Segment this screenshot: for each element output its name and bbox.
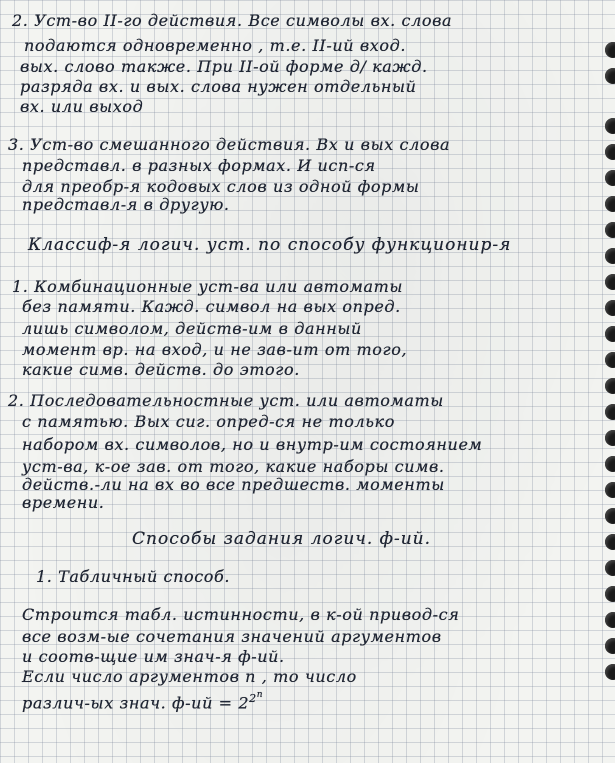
- binding-hole: [605, 68, 615, 84]
- binding-hole: [605, 378, 615, 394]
- note-line: 2. Последовательностные уст. или автоматы: [8, 391, 444, 410]
- note-line: с памятью. Вых сиг. опред-ся не только: [22, 412, 395, 431]
- binding-hole: [605, 664, 615, 680]
- heading-classification: Классиф-я логич. уст. по способу функционир-я: [28, 235, 512, 255]
- note-line: набором вх. символов, но и внутр-им состоянием: [22, 435, 483, 454]
- binding-hole: [605, 482, 615, 498]
- note-line: вх. или выход: [20, 97, 144, 116]
- binding-hole: [605, 274, 615, 290]
- note-line: Строится табл. истинности, в к-ой привод-ся: [22, 605, 460, 624]
- formula-line: [22, 690, 263, 712]
- note-line: времени.: [22, 493, 105, 512]
- note-line: момент вр. на вход, и не зав-ит от того,: [22, 340, 408, 359]
- binding-hole: [605, 404, 615, 420]
- binding-hole: [605, 560, 615, 576]
- note-line: и соотв-щие им знач-я ф-ий.: [22, 647, 285, 666]
- binding-hole: [605, 612, 615, 628]
- note-line: 1. Комбинационные уст-ва или автоматы: [12, 277, 404, 296]
- note-line: уст-ва, к-ое зав. от того, какие наборы симв.: [22, 457, 445, 476]
- binding-hole: [605, 456, 615, 472]
- binding-hole: [605, 248, 615, 264]
- formula-text: различ-ых знач. ф-ий = 2: [22, 693, 250, 713]
- binding-hole: [605, 586, 615, 602]
- binding-hole: [605, 300, 615, 316]
- binding-hole: [605, 144, 615, 160]
- heading-methods: Способы задания логич. ф-ий.: [132, 529, 432, 549]
- note-line: без памяти. Кажд. символ на вых опред.: [22, 297, 401, 316]
- heading-tabular-method: 1. Табличный способ.: [36, 567, 231, 586]
- binding-hole: [605, 534, 615, 550]
- binding-hole: [605, 326, 615, 342]
- note-line: Если число аргументов n , то число: [22, 667, 357, 686]
- note-line: все возм-ые сочетания значений аргументов: [22, 627, 442, 646]
- binding-hole: [605, 170, 615, 186]
- note-line: лишь символом, действ-им в данный: [22, 319, 362, 338]
- binding-hole: [605, 638, 615, 654]
- note-line: для преобр-я кодовых слов из одной формы: [22, 177, 420, 196]
- note-line: вых. слово также. При II-ой форме д/ кажд.: [20, 57, 428, 76]
- note-line: представл. в разных формах. И исп-ся: [22, 156, 376, 175]
- note-line: какие симв. действ. до этого.: [22, 360, 300, 379]
- binding-hole: [605, 508, 615, 524]
- note-line: разряда вх. и вых. слова нужен отдельный: [20, 77, 417, 96]
- binding-hole: [605, 118, 615, 134]
- binding-hole: [605, 430, 615, 446]
- binding-hole: [605, 222, 615, 238]
- binding-hole: [605, 352, 615, 368]
- note-line: 2. Уст-во II-го действия. Все символы вх. слова: [12, 11, 453, 30]
- note-line: представл-я в другую.: [22, 195, 230, 214]
- binding-hole: [605, 196, 615, 212]
- binding-hole: [605, 42, 615, 58]
- formula-exponent-inner: n: [256, 690, 264, 700]
- spiral-binding-holes: [591, 0, 615, 763]
- note-line: действ.-ли на вх во все предшеств. моменты: [22, 475, 445, 494]
- note-line: 3. Уст-во смешанного действия. Вх и вых слова: [8, 135, 451, 154]
- note-line: подаются одновременно , т.е. II-ий вход.: [24, 36, 407, 55]
- formula-exponent: 2: [249, 692, 257, 705]
